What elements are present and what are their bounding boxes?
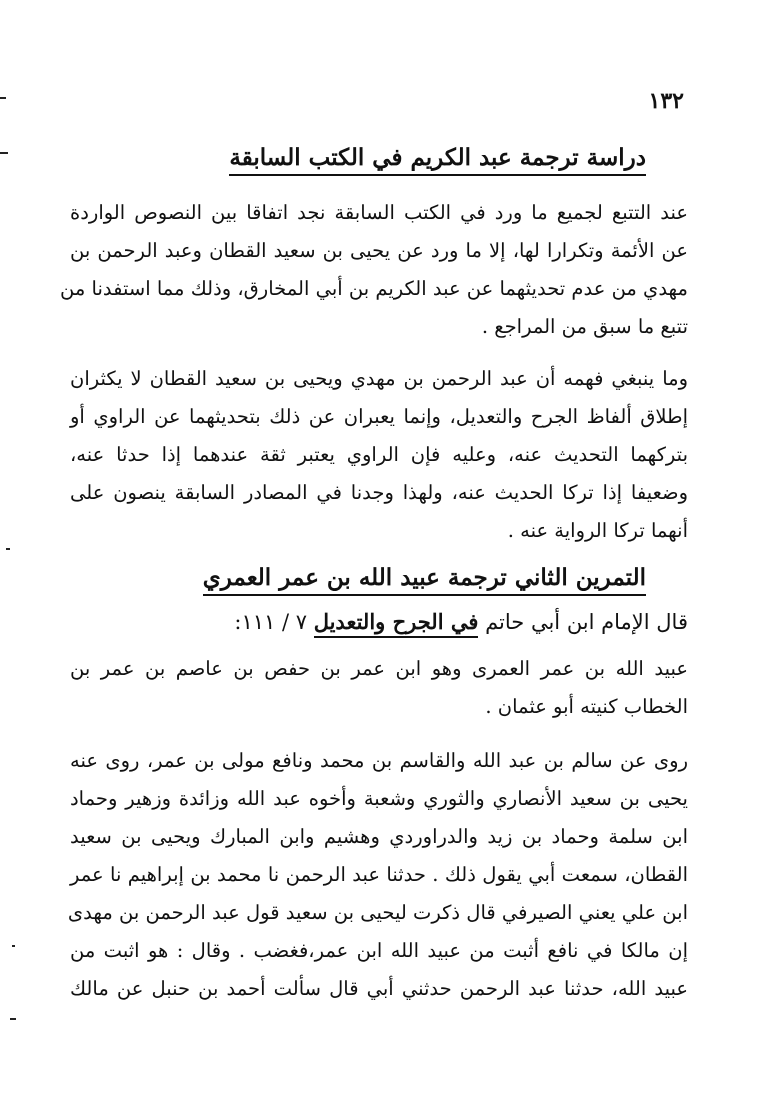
text-line: عند التتبع لجميع ما ورد في الكتب السابقة نجد اتفاقا بين النصوص الواردة xyxy=(70,201,688,224)
text-line: إن مالكا في نافع أثبت من عبيد الله ابن عمر،فغضب . وقال : هو اثبت من xyxy=(70,939,688,962)
text-line: مهدي من عدم تحديثهما عن عبد الكريم بن أبي المخارق، وذلك مما استفدنا من xyxy=(60,277,688,300)
section-heading-text: التمرين الثاني ترجمة عبيد الله بن عمر العمري xyxy=(203,564,646,596)
scan-margin-mark xyxy=(12,945,15,947)
text-line: روى عن سالم بن عبد الله والقاسم بن محمد ونافع مولى بن عمر، روى عنه xyxy=(70,749,688,772)
section-heading xyxy=(229,144,646,171)
text-line: بتركهما التحديث عنه، وعليه فإن الراوي يعتبر ثقة عندهما إذا حدثا عنه، xyxy=(70,443,688,466)
page-number: ١٣٢ xyxy=(648,88,684,114)
text-line: ابن سلمة وحماد بن زيد والدراوردي وهشيم وابن المبارك ويحيى بن سعيد xyxy=(70,825,688,848)
text-line: الخطاب كنيته أبو عثمان . xyxy=(485,695,688,718)
citation-prefix: قال الإمام ابن أبي حاتم xyxy=(478,610,688,634)
citation-source: في الجرح والتعديل xyxy=(314,609,479,638)
scan-margin-mark xyxy=(10,1018,16,1020)
scan-margin-mark xyxy=(0,97,6,99)
text-line: أنهما تركا الرواية عنه . xyxy=(507,519,688,542)
paragraph xyxy=(60,194,688,346)
paragraph xyxy=(70,360,688,550)
citation-line xyxy=(234,609,688,634)
section-heading xyxy=(203,564,646,591)
section-heading-text: دراسة ترجمة عبد الكريم في الكتب السابقة xyxy=(229,144,646,176)
text-line: إطلاق ألفاظ الجرح والتعديل، وإنما يعبران عن ذلك بتحديثهما عن الراوي أو xyxy=(70,405,688,428)
text-line: يحيى بن سعيد الأنصاري والثوري وشعبة وأخوه عبد الله وزائدة وزهير وحماد xyxy=(70,787,688,810)
paragraph xyxy=(70,650,688,726)
text-line: عبيد الله بن عمر العمرى وهو ابن عمر بن حفص بن عاصم بن عمر بن xyxy=(70,657,688,680)
text-line: عبيد الله، حدثنا عبد الرحمن حدثني أبي قال سألت أحمد بن حنبل عن مالك xyxy=(70,977,688,1000)
text-line: تتبع ما سبق من المراجع . xyxy=(481,315,688,338)
scan-margin-mark xyxy=(6,548,10,550)
paragraph xyxy=(67,742,688,1008)
citation-reference: ٧ / ١١١: xyxy=(234,610,314,634)
text-line: ابن علي يعني الصيرفي قال ذكرت ليحيى بن سعيد قول عبد الرحمن بن مهدى xyxy=(67,901,688,924)
text-line: عن الأئمة وتكرارا لها، إلا ما ورد عن يحيى بن سعيد القطان وعبد الرحمن بن xyxy=(70,239,688,262)
text-line: القطان، سمعت أبي يقول ذلك . حدثنا عبد الرحمن نا محمد بن إبراهيم نا عمر xyxy=(70,863,688,886)
text-line: وما ينبغي فهمه أن عبد الرحمن بن مهدي ويحيى بن سعيد القطان لا يكثران xyxy=(70,367,688,390)
text-line: وضعيفا إذا تركا الحديث عنه، ولهذا وجدنا في المصادر السابقة ينصون على xyxy=(70,481,688,504)
scan-margin-mark xyxy=(0,152,8,154)
